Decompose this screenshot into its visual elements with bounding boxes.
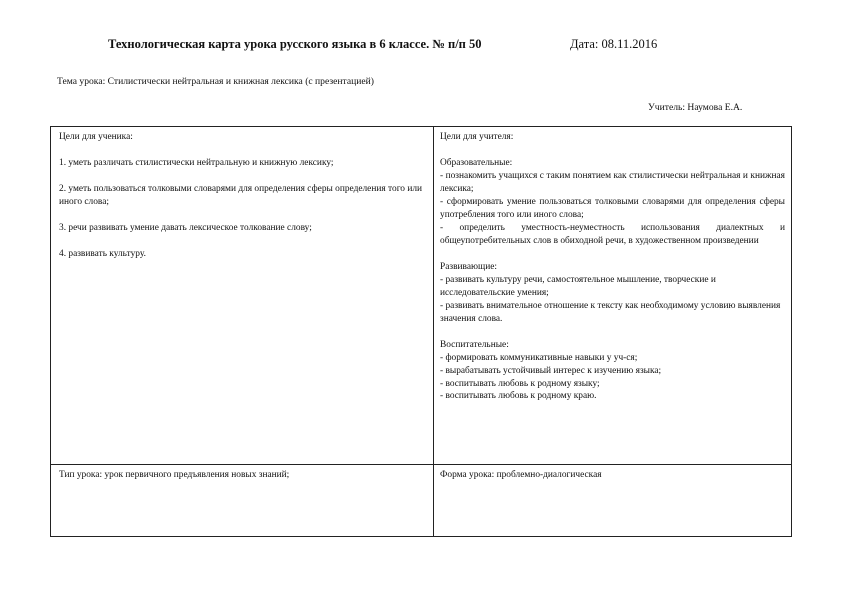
- student-goals-cell: [51, 127, 434, 465]
- educational-heading: Образовательные:: [440, 157, 513, 168]
- educational-item: - определить уместность-неуместность использования диалектных и общеупотребительных слов в обиходной речи, в художественном произведении: [440, 222, 785, 246]
- teacher-name: Учитель: Наумова Е.А.: [648, 102, 743, 113]
- upbringing-item: - воспитывать любовь к родному краю.: [440, 391, 597, 402]
- date-text: Дата: 08.11.2016: [570, 37, 658, 51]
- teacher-goals-heading: Цели для учителя:: [440, 132, 514, 142]
- lesson-topic: Тема урока: Стилистически нейтральная и книжная лексика (с презентацией): [57, 76, 374, 87]
- developing-item: - развивать внимательное отношение к тексту как необходимому условию выявления значения слова.: [440, 300, 781, 324]
- lesson-plan-table: [50, 126, 792, 537]
- teacher-goals-cell: [434, 127, 792, 465]
- lesson-type-cell: [51, 465, 434, 537]
- lesson-meta-row: [51, 465, 792, 537]
- student-goals-heading: Цели для ученика:: [59, 132, 133, 142]
- goals-row: [51, 127, 792, 465]
- lesson-type: Тип урока: урок первичного предъявления новых знаний;: [59, 470, 290, 480]
- developing-heading: Развивающие:: [440, 261, 497, 272]
- title-text: Технологическая карта урока русского языка в 6 классе. № п/п 50: [108, 37, 482, 51]
- student-goal-item: 2. уметь пользоваться толковыми словарями для определения сферы определения того или иного слова;: [59, 183, 423, 207]
- upbringing-item: - формировать коммуникативные навыки у уч-ся;: [440, 352, 638, 363]
- upbringing-item: - вырабатывать устойчивый интерес к изучению языка;: [440, 365, 662, 376]
- lesson-form-cell: [434, 465, 792, 537]
- student-goal-item: 3. речи развивать умение давать лексическое толкование слову;: [59, 222, 312, 233]
- educational-item: - познакомить учащихся с таким понятием как стилистически нейтральная и книжная лексика;: [440, 170, 785, 194]
- developing-item: - развивать культуру речи, самостоятельное мышление, творческие и исследовательские умения;: [440, 274, 716, 298]
- educational-item: - сформировать умение пользоваться толковыми словарями для определения сферы употребления того или иного слова;: [440, 196, 785, 220]
- upbringing-item: - воспитывать любовь к родному языку;: [440, 378, 600, 389]
- student-goal-item: 4. развивать культуру.: [59, 248, 146, 259]
- upbringing-heading: Воспитательные:: [440, 339, 509, 350]
- student-goal-item: 1. уметь различать стилистически нейтральную и книжную лексику;: [59, 157, 334, 168]
- lesson-form: Форма урока: проблемно-диалогическая: [440, 470, 602, 480]
- document-title: [108, 37, 748, 52]
